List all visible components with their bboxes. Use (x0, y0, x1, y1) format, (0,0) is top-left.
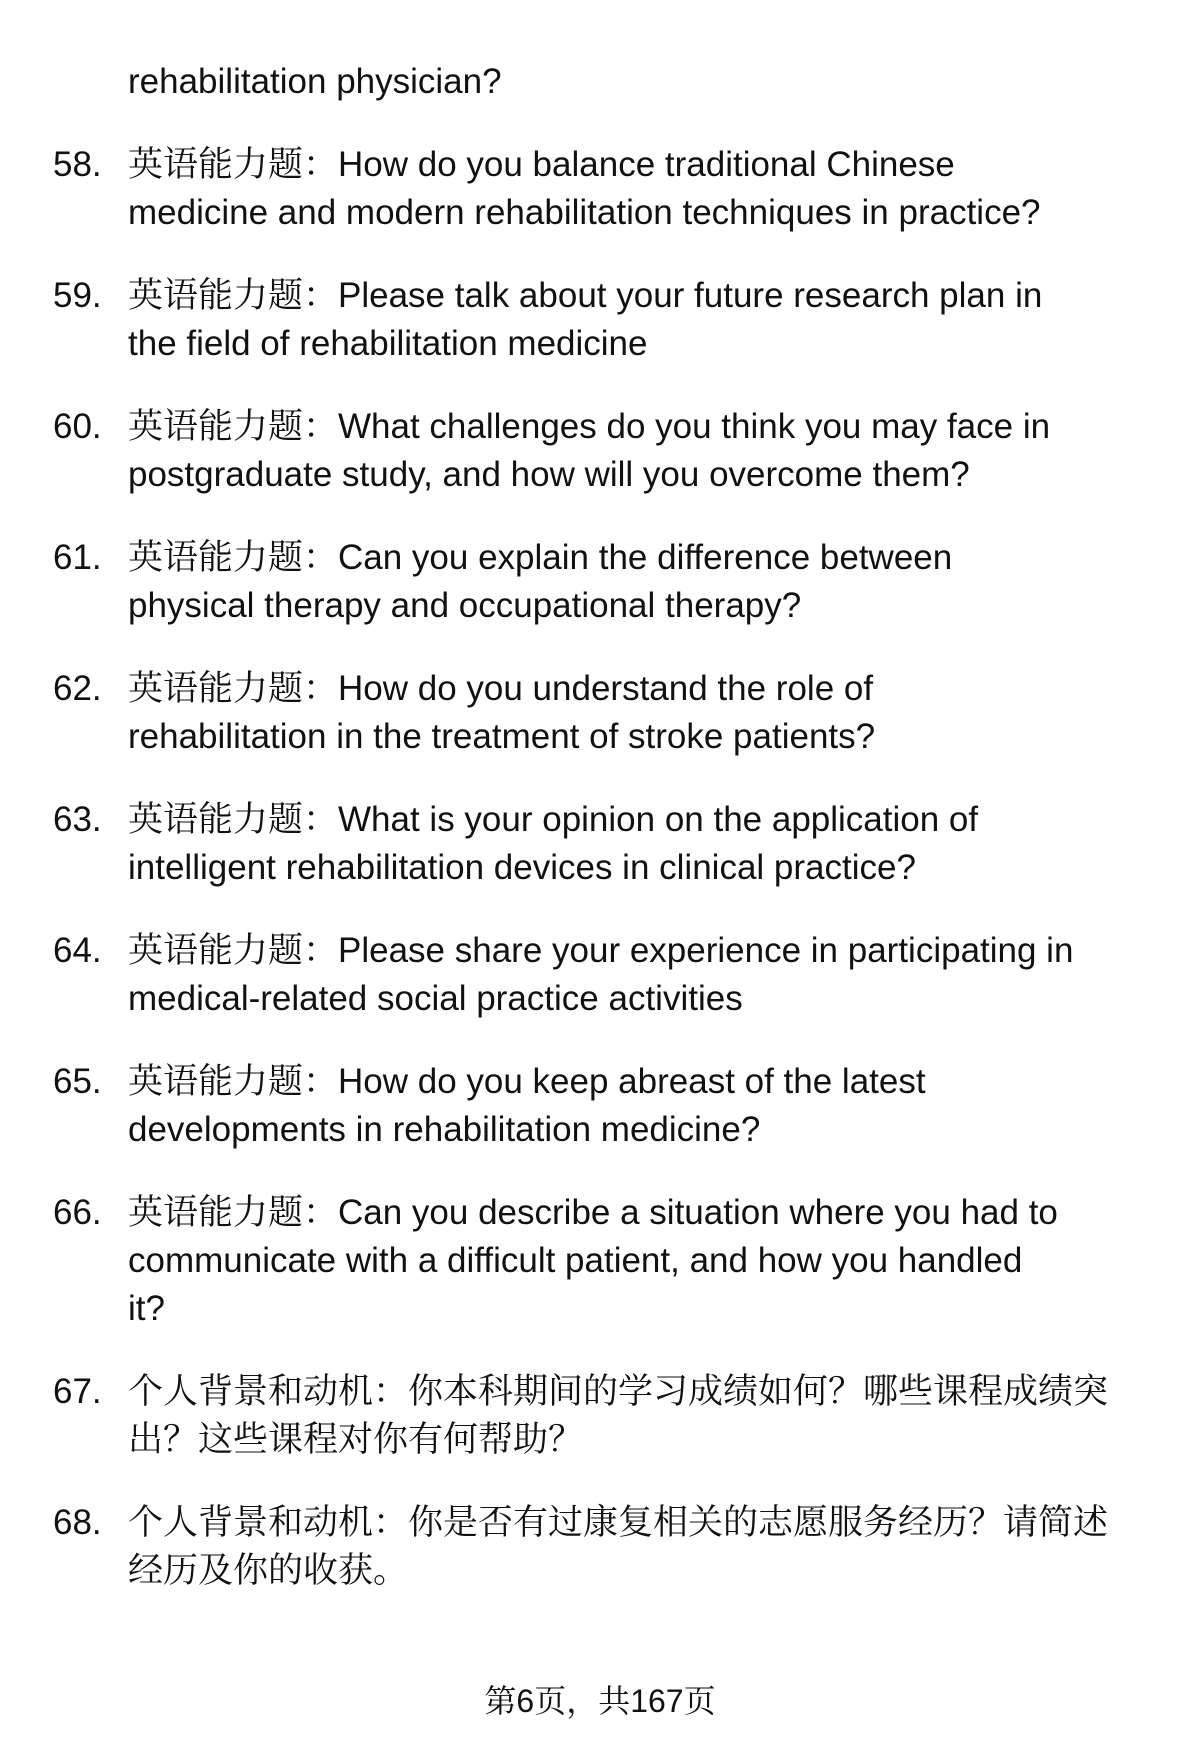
question-number: 61. (53, 538, 102, 577)
question-line: medicine and modern rehabilitation techniques in practice? (128, 193, 1041, 232)
question-number: 67. (53, 1372, 102, 1411)
question-line: 英语能力题：What challenges do you think you may face in (128, 407, 1051, 446)
question-line: communicate with a difficult patient, and how you handled (128, 1241, 1023, 1280)
question-line: 英语能力题：What is your opinion on the application of (128, 800, 979, 839)
question-line: 英语能力题：Please share your experience in participating in (128, 931, 1074, 970)
question-number: 66. (53, 1193, 102, 1232)
question-item (0, 272, 1200, 368)
question-line: 英语能力题：How do you keep abreast of the latest (128, 1062, 926, 1101)
question-number: 59. (53, 276, 102, 315)
question-line: intelligent rehabilitation devices in clinical practice? (128, 848, 916, 887)
question-number: 63. (53, 800, 102, 839)
question-line: 英语能力题：How do you balance traditional Chinese (128, 145, 955, 184)
question-item (0, 1368, 1200, 1464)
question-number: 68. (53, 1503, 102, 1542)
question-item (0, 403, 1200, 499)
question-line: 英语能力题：Please talk about your future research plan in (128, 276, 1043, 315)
question-line: rehabilitation physician? (128, 62, 502, 101)
question-line: 个人背景和动机：你是否有过康复相关的志愿服务经历？请简述 (128, 1503, 1109, 1542)
question-line: 英语能力题：How do you understand the role of (128, 669, 874, 708)
question-line: rehabilitation in the treatment of stroke patients? (128, 717, 876, 756)
question-item (0, 1189, 1200, 1333)
question-line: developments in rehabilitation medicine? (128, 1110, 761, 1149)
question-line: medical-related social practice activities (128, 979, 743, 1018)
question-line: physical therapy and occupational therapy? (128, 586, 802, 625)
question-item (0, 141, 1200, 237)
question-item (0, 534, 1200, 630)
question-line: 英语能力题：Can you explain the difference between (128, 538, 953, 577)
question-item (0, 796, 1200, 892)
question-line: 个人背景和动机：你本科期间的学习成绩如何？哪些课程成绩突 (128, 1372, 1109, 1411)
question-line: it? (128, 1289, 165, 1328)
question-item (0, 927, 1200, 1023)
question-continuation (0, 58, 1200, 106)
question-line: the field of rehabilitation medicine (128, 324, 648, 363)
document-page (0, 58, 1200, 1630)
question-number: 62. (53, 669, 102, 708)
question-item (0, 1499, 1200, 1595)
question-line: postgraduate study, and how will you overcome them? (128, 455, 970, 494)
question-number: 65. (53, 1062, 102, 1101)
question-line: 经历及你的收获。 (128, 1551, 409, 1590)
question-number: 64. (53, 931, 102, 970)
question-item (0, 665, 1200, 761)
question-item (0, 1058, 1200, 1154)
question-line: 出？这些课程对你有何帮助？ (128, 1420, 584, 1459)
question-list (0, 141, 1200, 1595)
page-footer: 第6页，共167页 (484, 1683, 716, 1719)
question-line: 英语能力题：Can you describe a situation where you had to (128, 1193, 1058, 1232)
question-number: 60. (53, 407, 102, 446)
question-number: 58. (53, 145, 102, 184)
